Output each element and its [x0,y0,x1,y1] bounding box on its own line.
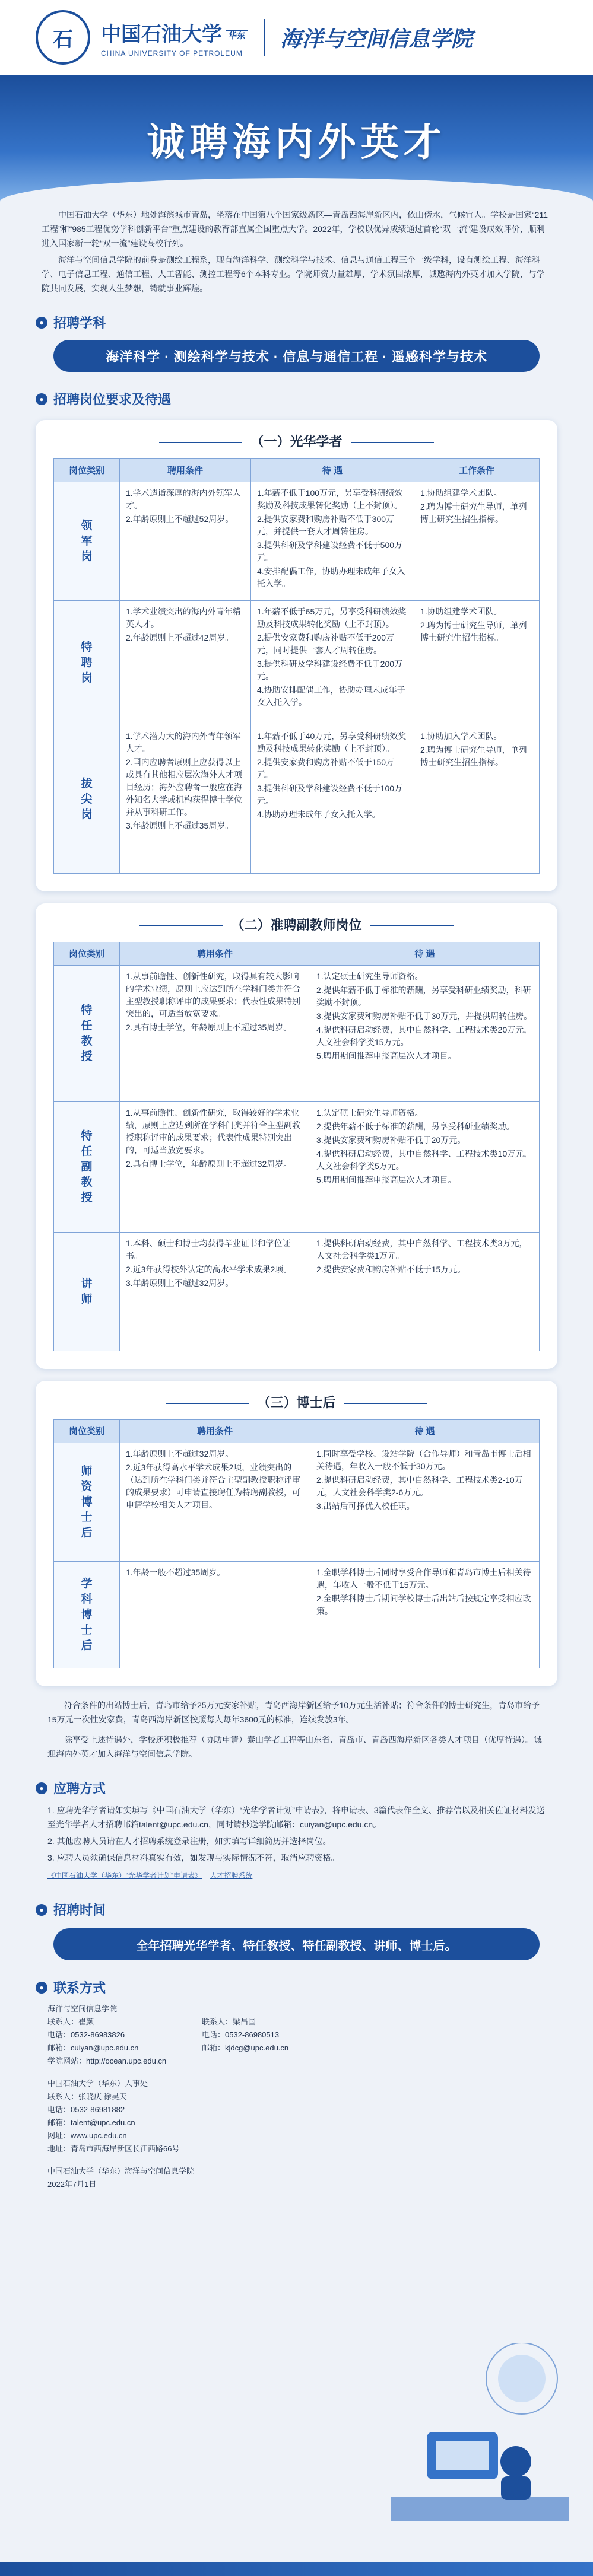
contact-email-2[interactable]: 邮箱：kjdcg@upc.edu.cn [202,2043,289,2052]
position-conditions: 1.学术潜力大的海内外青年领军人才。 2.国内应聘者原则上应获得以上或具有其他相应层次海外人才项目经历；海外应聘者一般应在海外知名大学或机构获得博士学位并从事科研工作。 3.年龄原则上不超过35周岁。 [120,725,251,874]
apply-item-2: 2. 其他应聘人员请在人才招聘系统登录注册，如实填写详细简历并选择岗位。 [47,1836,331,1846]
card-guanghua [36,420,557,891]
table-guanghua [53,458,540,874]
position-conditions: 1.年龄一般不超过35周岁。 [120,1562,310,1668]
position-category: 领军岗 [54,482,120,601]
university-emblem-icon: 石 [36,10,90,65]
planet-icon [498,2355,546,2402]
position-work-conditions: 1.协助加入学术团队。 2.聘为博士研究生导师，单列博士研究生招生指标。 [414,725,540,874]
person-body-icon [501,2476,531,2500]
position-category: 特聘岗 [54,601,120,725]
section-bullet-icon: ● [36,1904,47,1916]
position-category: 学科博士后 [54,1562,120,1668]
position-conditions: 1.学术造诣深厚的海内外领军人才。 2.年龄原则上不超过52周岁。 [120,482,251,601]
position-benefits: 1.全职学科博士后同时享受合作导师和青岛市博士后相关待遇，年收入一般不低于15万元。 2.全职学科博士后期间学校博士后出站后按规定享受相应政策。 [310,1562,540,1668]
table-row [54,1443,540,1562]
section-bullet-icon: ● [36,393,47,405]
position-benefits: 1.同时享受学校、设站学院（合作导师）和青岛市博士后相关待遇，年收入一般不低于30万元。 2.提供科研启动经费，其中自然科学、工程技术类2-10万元，人文社会科学类2-6万元。 3.出站后可择优入校任职。 [310,1443,540,1562]
table-tenure-track [53,942,540,1351]
header-cell: 待 遇 [251,459,414,482]
position-benefits: 1.认定硕士研究生导师资格。 2.提供年薪不低于标准的薪酬，另享受科研业绩奖励，科研奖励不封顶。 3.提供安家费和购房补贴不低于30万元，并提供周转住房。 4.提供科研启动经费，其中自然科学、工程技术类20万元，人文社会科学类15万元。 5.聘用期间推荐申报高层次人才项目。 [310,966,540,1102]
intro [0,202,593,295]
section-time [36,1900,557,1919]
note-subsidy: 符合条件的出站博士后，青岛市给予25万元安家补贴，青岛西海岸新区给予10万元生活补贴；符合条件的博士研究生，青岛市给予15万元一次性安家费，青岛西海岸新区按照每人每年3600元的标准，连续发放3年。 [47,1701,540,1724]
subjects-list: 海洋科学 · 测绘科学与技术 · 信息与通信工程 · 遥感科学与技术 [53,340,540,372]
logo-cn: 中国石油大学 [101,22,222,46]
hr-address: 地址：青岛市西海岸新区长江西路66号 [47,2144,180,2153]
card-tenure-track [36,903,557,1369]
header-cell: 岗位类别 [54,1420,120,1443]
person-head-icon [500,2446,531,2477]
position-benefits: 1.年薪不低于65万元，另享受科研绩效奖励及科技成果转化奖励（上不封顶）。 2.提供安家费和购房补贴不低于200万元，同时提供一套人才周转住房。 3.提供科研及学科建设经费不低于200万元。 4.协助安排配偶工作，协助办理未成年子女入托入学。 [251,601,414,725]
time-heading: 招聘时间 [53,1903,106,1918]
hr-email[interactable]: 邮箱：talent@upc.edu.cn [47,2118,135,2127]
table-postdoc [53,1419,540,1668]
section-subjects [36,313,557,332]
position-benefits: 1.年薪不低于100万元，另享受科研绩效奖励及科技成果转化奖励（上不封顶）。 2.提供安家费和购房补贴不低于300万元，并提供一套人才周转住房。 3.提供科研及学科建设经费不低于500万元。 4.安排配偶工作，协助办理未成年子女入托入学。 [251,482,414,601]
logo-en: CHINA UNIVERSITY OF PETROLEUM [101,49,243,58]
hr-website[interactable]: 网址：www.upc.edu.cn [47,2131,127,2140]
position-conditions: 1.本科、硕士和博士均获得毕业证书和学位证书。 2.近3年获得校外认定的高水平学术成果2项。 3.年龄原则上不超过32周岁。 [120,1233,310,1351]
hr-contact [47,2077,380,2155]
hr-name: 中国石油大学（华东）人事处 [47,2079,148,2088]
position-benefits: 1.提供科研启动经费，其中自然科学、工程技术类3万元，人文社会科学类1万元。 2.提供安家费和购房补贴不低于15万元。 [310,1233,540,1351]
position-category: 师资博士后 [54,1443,120,1562]
desk-icon [391,2497,569,2521]
logo-divider [264,19,265,56]
table-header-row [54,942,540,966]
university-logo [101,18,248,58]
header-cell: 聘用条件 [120,942,310,966]
section-positions [36,390,557,408]
apply-instructions [47,1803,546,1883]
subjects-heading: 招聘学科 [53,316,106,330]
hero-wave [0,178,593,202]
position-work-conditions: 1.协助组建学术团队。 2.聘为博士研究生导师，单列博士研究生招生指标。 [414,601,540,725]
header-cell: 聘用条件 [120,459,251,482]
table-row [54,482,540,601]
position-benefits: 1.认定硕士研究生导师资格。 2.提供年薪不低于标准的薪酬，另享受科研业绩奖励。 3.提供安家费和购房补贴不低于20万元。 4.提供科研启动经费，其中自然科学、工程技术类10万元，人文社会科学类5万元。 5.聘用期间推荐申报高层次人才项目。 [310,1102,540,1233]
header-cell: 待 遇 [310,1420,540,1443]
table-row [54,1102,540,1233]
header-cell: 聘用条件 [120,1420,310,1443]
contact-email-1[interactable]: 邮箱：cuiyan@upc.edu.cn [47,2043,139,2052]
section-apply [36,1779,557,1797]
hero-banner [0,77,593,202]
intro-paragraph-2: 海洋与空间信息学院的前身是测绘工程系，现有海洋科学、测绘科学与技术、信息与通信工程三个一级学科，设有测绘工程、海洋科学、电子信息工程、通信工程、人工智能、测控工程等6个本科专业。学院师资力量雄厚，学术氛围浓厚，诚邀海内外英才加入学院，与学院共同发展，实现人生梦想，铸就事业辉煌。 [42,255,545,293]
recruitment-time: 全年招聘光华学者、特任教授、特任副教授、讲师、博士后。 [53,1928,540,1960]
table-row [54,601,540,725]
apply-item-3: 3. 应聘人员须确保信息材料真实有效，如发现与实际情况不符，取消应聘资格。 [47,1853,340,1862]
table-row [54,1233,540,1351]
position-category: 特任副教授 [54,1102,120,1233]
position-category: 特任教授 [54,966,120,1102]
hr-phone: 电话：0532-86981882 [47,2105,125,2114]
table-row [54,966,540,1102]
college-contact [47,2002,380,2068]
page-title: 诚聘海内外英才 [147,121,446,164]
positions-heading: 招聘岗位要求及待遇 [53,392,172,407]
contact-heading: 联系方式 [53,1980,106,1995]
table1-title: （一）光华学者 [53,432,540,450]
signature: 中国石油大学（华东）海洋与空间信息学院 [47,2167,195,2176]
note-talent-programs: 除享受上述待遇外，学校还积极推荐（协助申请）泰山学者工程等山东省、青岛市、青岛西海岸新区各类人才项目（优厚待遇）。诚迎海内外英才加入海洋与空间信息学院。 [47,1735,542,1759]
hr-contact-person: 联系人：张晓庆 徐昊天 [47,2092,127,2101]
position-conditions: 1.从事前瞻性、创新性研究，取得较好的学术业绩，原则上应达到所在学科门类并符合主型副教授职称评审的成果要求；代表性成果特别突出的，可适当放宽要求。 2.具有博士学位，年龄原则上不超过32周岁。 [120,1102,310,1233]
header-cell: 工作条件 [414,459,540,482]
section-bullet-icon: ● [36,317,47,329]
header-cell: 岗位类别 [54,459,120,482]
application-form-link[interactable]: 《中国石油大学（华东）“光华学者计划”申请表》 [47,1871,202,1880]
footer-strip [0,2562,593,2576]
issue-date: 2022年7月1日 [47,2180,97,2189]
table3-title: （三）博士后 [53,1393,540,1411]
position-conditions: 1.学术业绩突出的海内外青年精英人才。 2.年龄原则上不超过42周岁。 [120,601,251,725]
position-category: 讲师 [54,1233,120,1351]
table2-title: （二）准聘副教师岗位 [53,915,540,934]
contact-phone-2: 电话：0532-86980513 [202,2030,280,2039]
apply-heading: 应聘方式 [53,1781,106,1796]
college-name: 海洋与空间信息学院 [280,26,473,52]
intro-paragraph-1: 中国石油大学（华东）地处海滨城市青岛，坐落在中国第八个国家级新区—青岛西海岸新区内，依山傍水，气候宜人。学校是国家“211工程”和“985工程优势学科创新平台”重点建设的教育部直属全国重点大学。2022年，学校以优异成绩通过首轮“双一流”建设成效评价，顺利进入国家新一轮“双一流”建设高校行列。 [42,210,548,248]
position-work-conditions: 1.协助组建学术团队。 2.聘为博士研究生导师，单列博士研究生招生指标。 [414,482,540,601]
contact-college-name: 海洋与空间信息学院 [47,2004,118,2013]
card-postdoc [36,1381,557,1686]
contact-person-2: 联系人：梁昌国 [202,2017,256,2026]
header-cell: 岗位类别 [54,942,120,966]
contact-person-1: 联系人：崔颜 [47,2017,94,2026]
table-header-row [54,459,540,482]
screen-icon [436,2441,489,2470]
section-bullet-icon: ● [36,1782,47,1794]
position-conditions: 1.从事前瞻性、创新性研究，取得具有较大影响的学术业绩，原则上应达到所在学科门类并符合主型教授职称评审的成果要求；代表性成果特别突出的，可适当放宽要求。 2.具有博士学位，年龄原则上不超过35周岁。 [120,966,310,1102]
logo-tag: 华东 [226,30,248,42]
table-row [54,1562,540,1668]
table-header-row [54,1420,540,1443]
contact-phone-1: 电话：0532-86983826 [47,2030,125,2039]
position-benefits: 1.年薪不低于40万元，另享受科研绩效奖励及科技成果转化奖励（上不封顶）。 2.提供安家费和购房补贴不低于150万元。 3.提供科研及学科建设经费不低于100万元。 4.协助办理未成年子女入托入学。 [251,725,414,874]
position-conditions: 1.年龄原则上不超过32周岁。 2.近3年获得高水平学术成果2项，业绩突出的（达到所在学科门类并符合主型副教授职称评审的成果要求）可申请直接聘任为特聘副教授，可申请学校相关人才项目。 [120,1443,310,1562]
section-contact [36,1978,557,1997]
contact-info [47,2002,380,2191]
header-cell: 待 遇 [310,942,540,966]
apply-item-1: 1. 应聘光华学者请如实填写《中国石油大学（华东）“光华学者计划”申请表》，将申请表、3篇代表作全文、推荐信以及相关佐证材料发送至光华学者人才招聘邮箱talent@upc.edu.cn，同时请抄送学院邮箱：cuiyan@upc.edu.cn。 [47,1806,545,1829]
position-category: 拔尖岗 [54,725,120,874]
header-bar [0,0,593,77]
table-row [54,725,540,874]
recruitment-system-link[interactable]: 人才招聘系统 [210,1871,253,1880]
research-illustration-icon [391,2343,569,2539]
contact-college-website[interactable]: 学院网站：http://ocean.upc.edu.cn [47,2056,167,2065]
section-bullet-icon: ● [36,1982,47,1994]
